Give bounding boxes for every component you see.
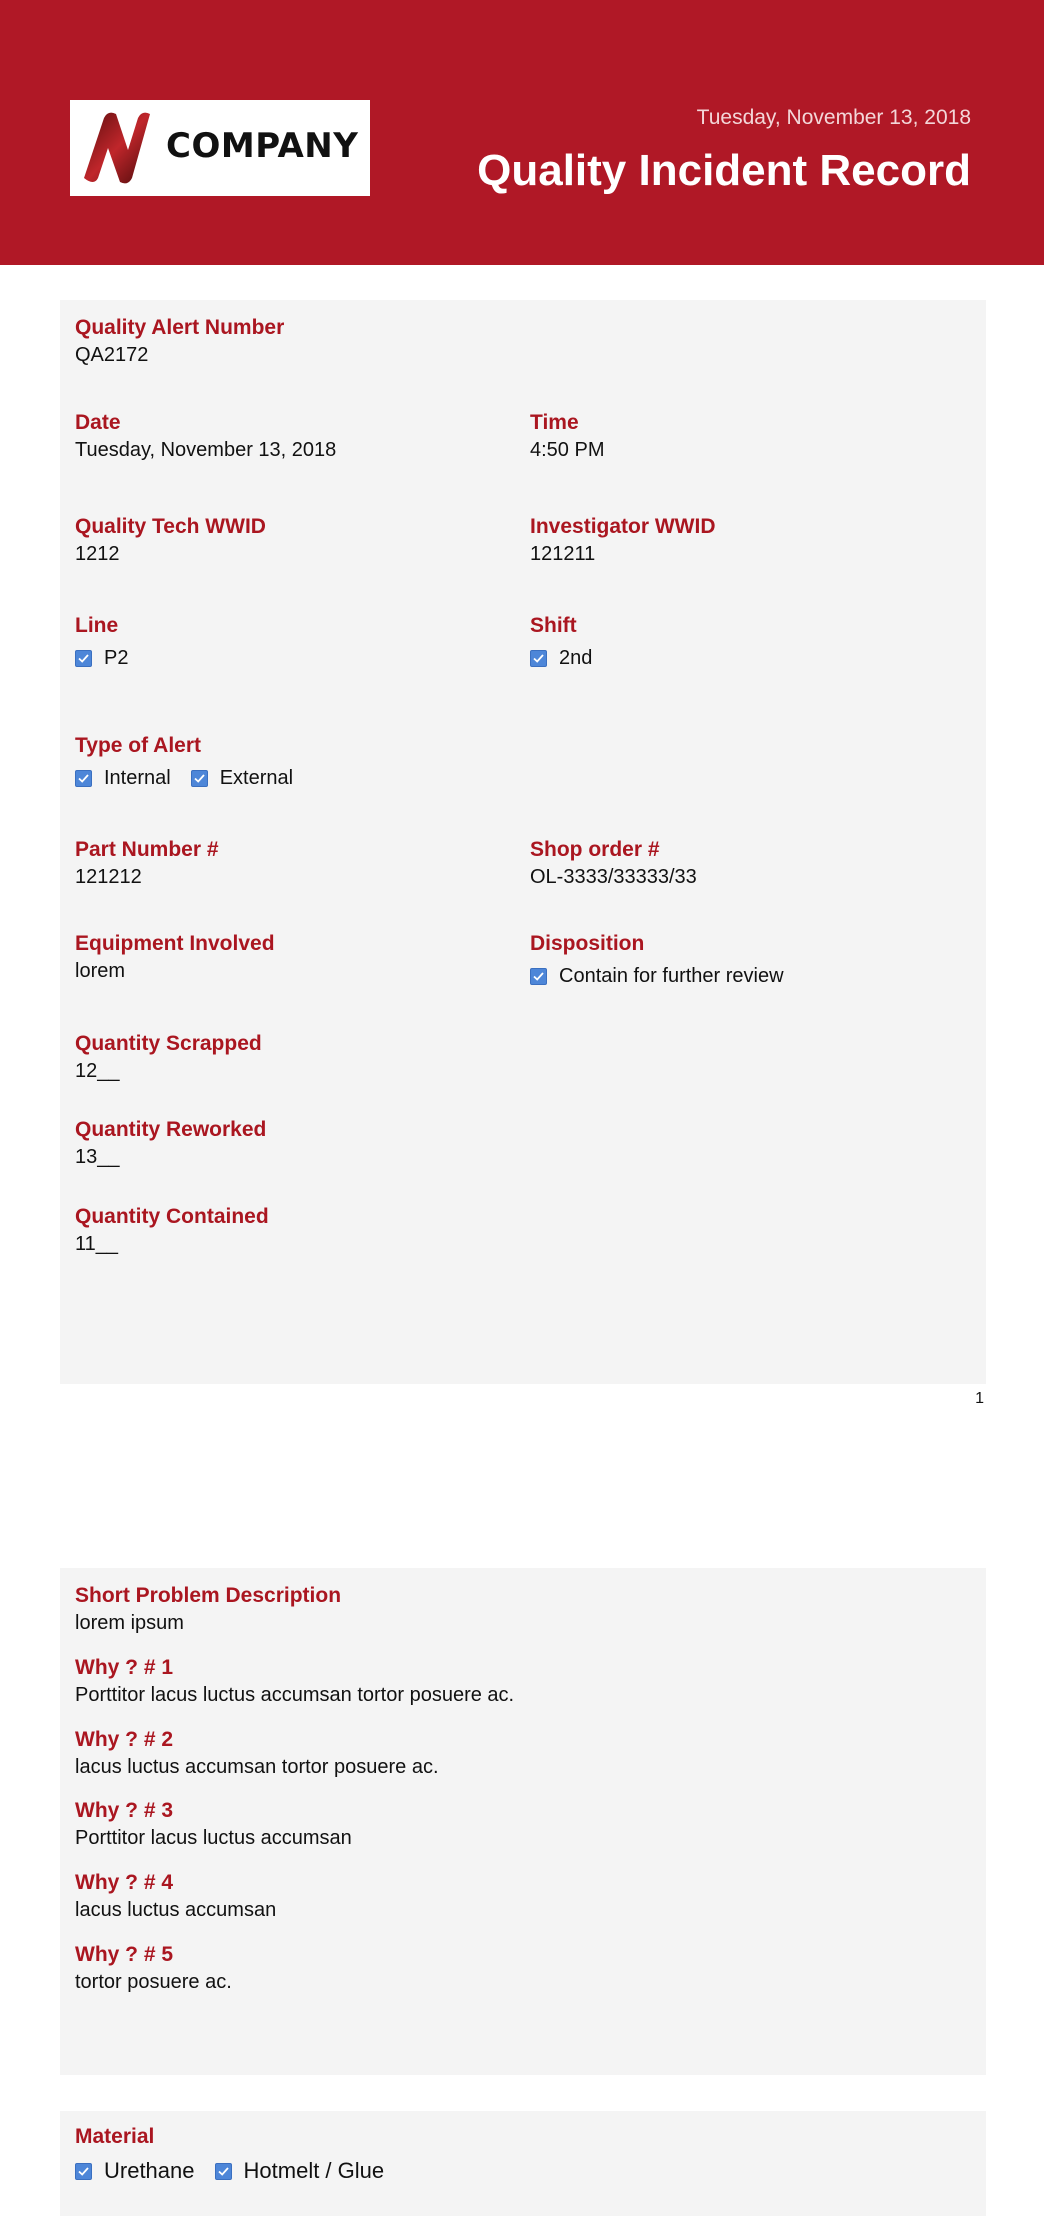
- why-value: tortor posuere ac.: [75, 1971, 232, 1993]
- investigator-wwid-label: Investigator WWID: [530, 515, 716, 538]
- why-value: Porttitor lacus luctus accumsan: [75, 1827, 352, 1849]
- date-label: Date: [75, 411, 121, 434]
- why-2-field: [75, 1728, 439, 1779]
- time-label: Time: [530, 411, 579, 434]
- investigator-wwid-field: [530, 515, 716, 566]
- alert-type-option-external[interactable]: [191, 767, 293, 790]
- page-header: [0, 0, 1044, 265]
- alert-type-option-label: External: [219, 767, 294, 789]
- shop-order-value: OL-3333/33333/33: [530, 866, 697, 888]
- qty-contained-label: Quantity Contained: [75, 1205, 269, 1228]
- checkbox-checked-icon[interactable]: [191, 770, 208, 787]
- short-problem-field: [75, 1584, 341, 1635]
- investigator-wwid-value: 121211: [530, 543, 596, 565]
- alert-type-field: [75, 734, 313, 790]
- checkbox-checked-icon[interactable]: [530, 968, 547, 985]
- line-option-label: P2: [104, 647, 129, 669]
- qty-scrapped-value: 12__: [75, 1060, 120, 1082]
- company-logo-mark-icon: [70, 100, 166, 196]
- material-option-label: Urethane: [104, 2158, 195, 2183]
- qty-contained-field: [75, 1205, 269, 1256]
- material-option-label: Hotmelt / Glue: [243, 2158, 385, 2183]
- alert-type-label: Type of Alert: [75, 734, 202, 757]
- equipment-field: [75, 932, 275, 983]
- shift-option-label: 2nd: [559, 647, 593, 669]
- checkbox-checked-icon[interactable]: [215, 2163, 232, 2180]
- why-value: Porttitor lacus luctus accumsan tortor posuere ac.: [75, 1684, 515, 1706]
- alert-type-option-label: Internal: [104, 767, 171, 789]
- shift-option-2nd[interactable]: [530, 647, 592, 670]
- checkbox-checked-icon[interactable]: [530, 650, 547, 667]
- alert-number-field: [75, 316, 284, 367]
- checkbox-checked-icon[interactable]: [75, 650, 92, 667]
- why-label: Why ? # 3: [75, 1799, 174, 1822]
- disposition-field: [530, 932, 804, 988]
- shop-order-label: Shop order #: [530, 838, 660, 861]
- qty-reworked-value: 13__: [75, 1146, 120, 1168]
- shift-field: [530, 614, 612, 670]
- part-number-value: 121212: [75, 866, 142, 888]
- checkbox-checked-icon[interactable]: [75, 2163, 92, 2180]
- why-label: Why ? # 5: [75, 1943, 174, 1966]
- qty-scrapped-label: Quantity Scrapped: [75, 1032, 262, 1055]
- disposition-label: Disposition: [530, 932, 645, 955]
- header-date: Tuesday, November 13, 2018: [696, 106, 971, 129]
- material-label: Material: [75, 2125, 155, 2148]
- incident-details-panel: [60, 300, 986, 1384]
- why-value: lacus luctus accumsan tortor posuere ac.: [75, 1756, 439, 1778]
- alert-type-option-internal[interactable]: [75, 767, 171, 790]
- time-value: 4:50 PM: [530, 439, 605, 461]
- material-option-hotmelt[interactable]: [215, 2158, 385, 2184]
- short-problem-label: Short Problem Description: [75, 1584, 342, 1607]
- checkbox-checked-icon[interactable]: [75, 770, 92, 787]
- qty-scrapped-field: [75, 1032, 262, 1083]
- material-option-urethane[interactable]: [75, 2158, 195, 2184]
- tech-wwid-field: [75, 515, 266, 566]
- shift-label: Shift: [530, 614, 577, 637]
- equipment-value: lorem: [75, 960, 126, 982]
- short-problem-value: lorem ipsum: [75, 1612, 184, 1634]
- material-field: [75, 2125, 404, 2184]
- page-number: 1: [975, 1390, 984, 1407]
- why-4-field: [75, 1871, 276, 1922]
- line-field: [75, 614, 148, 670]
- why-label: Why ? # 1: [75, 1656, 174, 1679]
- company-logo-text: COMPANY: [166, 126, 359, 166]
- alert-number-label: Quality Alert Number: [75, 316, 285, 339]
- why-1-field: [75, 1656, 514, 1707]
- qty-contained-value: 11__: [75, 1233, 119, 1255]
- qty-reworked-label: Quantity Reworked: [75, 1118, 267, 1141]
- disposition-option-contain[interactable]: [530, 965, 784, 988]
- equipment-label: Equipment Involved: [75, 932, 275, 955]
- date-value: Tuesday, November 13, 2018: [75, 439, 337, 461]
- tech-wwid-label: Quality Tech WWID: [75, 515, 266, 538]
- line-option-p2[interactable]: [75, 647, 128, 670]
- why-3-field: [75, 1799, 352, 1850]
- why-value: lacus luctus accumsan: [75, 1899, 277, 1921]
- tech-wwid-value: 1212: [75, 543, 120, 565]
- why-label: Why ? # 4: [75, 1871, 174, 1894]
- page-title: Quality Incident Record: [477, 146, 971, 195]
- company-logo: [70, 100, 370, 196]
- shop-order-field: [530, 838, 697, 889]
- part-number-field: [75, 838, 219, 889]
- line-label: Line: [75, 614, 119, 637]
- disposition-option-label: Contain for further review: [559, 965, 784, 987]
- why-label: Why ? # 2: [75, 1728, 174, 1751]
- time-field: [530, 411, 604, 462]
- why-5-field: [75, 1943, 232, 1994]
- part-number-label: Part Number #: [75, 838, 219, 861]
- date-field: [75, 411, 336, 462]
- material-panel: [60, 2111, 986, 2216]
- qty-reworked-field: [75, 1118, 266, 1169]
- problem-description-panel: [60, 1568, 986, 2075]
- alert-number-value: QA2172: [75, 344, 149, 366]
